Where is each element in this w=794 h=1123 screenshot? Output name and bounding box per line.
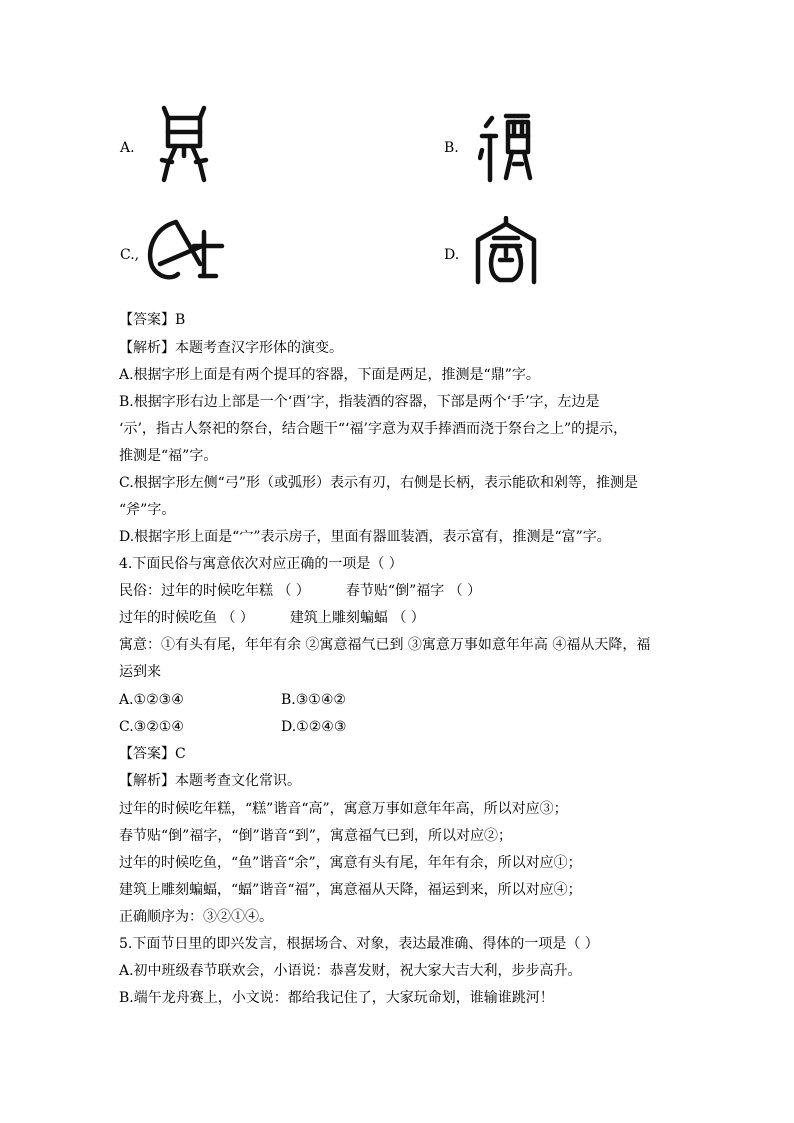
ding-glyph-image bbox=[158, 104, 210, 184]
q4-customs-row2 bbox=[119, 609, 425, 627]
q3-analysis-a: A.根据字形上面是有两个提耳的容器，下面是两足，推测是“鼎”字。 bbox=[119, 367, 540, 383]
q4-options-row2 bbox=[119, 718, 346, 736]
q4-analysis-3: 过年的时候吃鱼，“鱼”谐音“余”，寓意有头有尾，年年有余，所以对应①； bbox=[119, 855, 582, 871]
option-c-label: C., bbox=[120, 247, 140, 263]
q5-option-a: A.初中班级春节联欢会，小语说：恭喜发财，祝大家大吉大利，步步高升。 bbox=[119, 963, 582, 979]
q3-analysis-title: 【解析】本题考查汉字形体的演变。 bbox=[119, 340, 343, 356]
q4-customs-row1 bbox=[119, 582, 481, 600]
q4-custom-4: 建筑上雕刻蝙蝠 （ ） bbox=[289, 610, 425, 626]
q4-analysis-4: 建筑上雕刻蝙蝠，“蝠”谐音“福”，寓意福从天降，福运到来，所以对应④； bbox=[119, 882, 582, 898]
q4-answer: 【答案】C bbox=[119, 746, 186, 762]
q3-analysis-c2: “斧”字。 bbox=[119, 502, 176, 518]
fu-axe-glyph-svg bbox=[146, 218, 226, 284]
fu-blessing-glyph-image bbox=[478, 112, 534, 184]
q3-analysis-c1: C.根据字形左侧“弓”形（或弧形）表示有刃，右侧是长柄，表示能砍和剁等，推测是 bbox=[119, 475, 638, 491]
q3-analysis-b2: ‘示’，指古人祭祀的祭台，结合题干“‘福’字意为双手捧酒而浇于祭台之上”的提示， bbox=[119, 421, 628, 437]
q4-options-row1 bbox=[119, 691, 346, 709]
q4-custom-3: 过年的时候吃鱼 （ ） bbox=[119, 610, 254, 626]
q4-analysis-title: 【解析】本题考查文化常识。 bbox=[119, 773, 301, 789]
fu-axe-glyph-image bbox=[146, 218, 226, 284]
ding-glyph-svg bbox=[158, 104, 210, 184]
q4-analysis-5: 正确顺序为：③②①④。 bbox=[119, 909, 273, 925]
q3-answer: 【答案】B bbox=[119, 312, 186, 328]
q5-stem: 5.下面节日里的即兴发言，根据场合、对象，表达最准确、得体的一项是（ ） bbox=[119, 936, 599, 952]
q4-custom-2: 春节贴“倒”福字 （ ） bbox=[345, 583, 482, 599]
q4-meaning-1: 寓意：①有头有尾，年年有余 ②寓意福气已到 ③寓意万事如意年年高 ④福从天降，福 bbox=[119, 637, 651, 653]
q3-analysis-b3: 推测是“福”字。 bbox=[119, 448, 218, 464]
q4-option-a: A.①②③④ bbox=[119, 692, 184, 708]
option-d-label: D. bbox=[444, 247, 460, 263]
q3-analysis-b1: B.根据字形右边上部是一个‘酉’字，指装酒的容器，下部是两个‘手’字，左边是 bbox=[119, 394, 600, 410]
q4-custom-1: 民俗：过年的时候吃年糕 （ ） bbox=[119, 583, 310, 599]
option-b-label: B. bbox=[444, 140, 459, 156]
q4-option-b: B.③①④② bbox=[281, 692, 346, 708]
q5-option-b: B.端午龙舟赛上，小文说：都给我记住了，大家玩命划，谁输谁跳河！ bbox=[119, 990, 554, 1006]
fu-wealth-glyph-svg bbox=[474, 216, 538, 286]
q4-analysis-1: 过年的时候吃年糕，“糕”谐音“高”，寓意万事如意年年高，所以对应③； bbox=[119, 801, 568, 817]
q4-analysis-2: 春节贴“倒”福字，“倒”谐音“到”，寓意福气已到，所以对应②； bbox=[119, 828, 512, 844]
q4-option-d: D.①②④③ bbox=[281, 719, 347, 735]
fu-wealth-glyph-image bbox=[474, 216, 538, 286]
q3-analysis-d: D.根据字形上面是“宀”表示房子，里面有器皿装酒，表示富有，推测是“富”字。 bbox=[119, 529, 611, 545]
option-a-label: A. bbox=[120, 140, 135, 156]
q4-stem: 4.下面民俗与寓意依次对应正确的一项是（ ） bbox=[119, 556, 403, 572]
fu-blessing-glyph-svg bbox=[478, 112, 534, 184]
q4-option-c: C.③②①④ bbox=[119, 719, 184, 735]
q4-meaning-2: 运到来 bbox=[119, 664, 161, 680]
